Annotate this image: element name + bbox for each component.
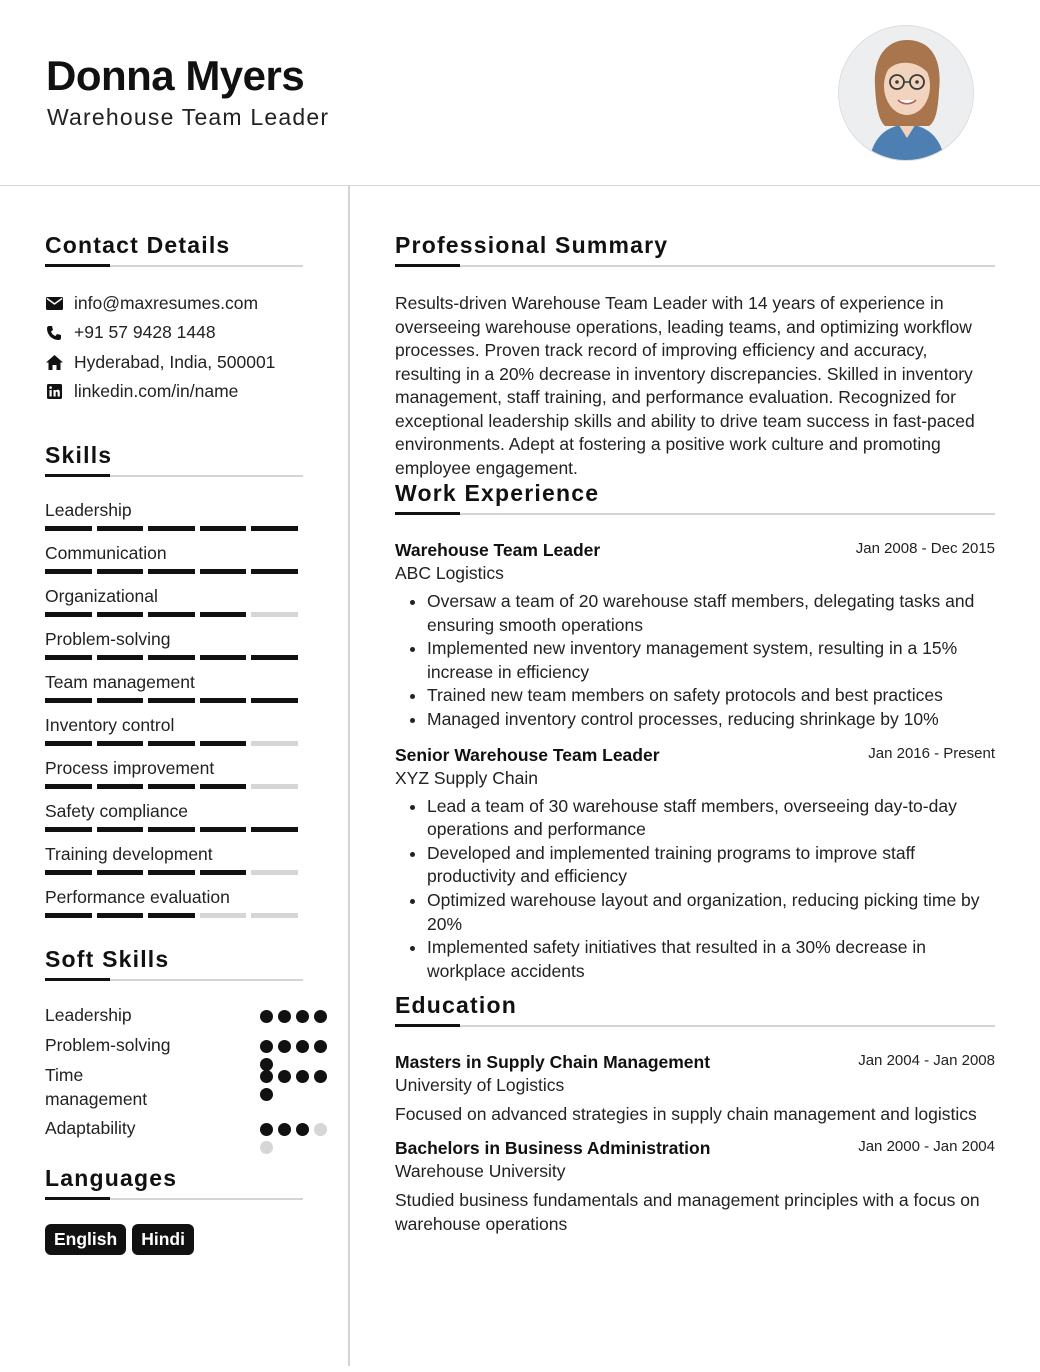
skill-row [45, 883, 303, 926]
school-name: University of Logistics [395, 1075, 565, 1095]
section-rule [45, 1198, 303, 1200]
skill-row [45, 539, 303, 582]
skill-level-segment [97, 569, 144, 574]
skill-level-segment [148, 913, 195, 918]
skill-level-segment [148, 827, 195, 832]
skill-level-segment [251, 870, 298, 875]
soft-skill-label: Adaptability [45, 1118, 136, 1138]
skill-row [45, 797, 303, 840]
summary-heading: Professional Summary [395, 232, 669, 258]
skill-label: Safety compliance [45, 801, 188, 821]
skill-level-segment [251, 784, 298, 789]
soft-skill-row [45, 1033, 303, 1063]
education-description: Studied business fundamentals and management principles with a focus on warehouse operations [395, 1190, 980, 1234]
skill-level-segment [251, 655, 298, 660]
contact-email[interactable] [45, 289, 303, 318]
skill-label: Problem-solving [45, 629, 171, 649]
education-description: Focused on advanced strategies in supply chain management and logistics [395, 1104, 977, 1124]
home-icon [45, 353, 63, 371]
profile-photo-illustration [839, 26, 974, 161]
rating-dot [278, 1010, 291, 1023]
skill-level-segment [148, 741, 195, 746]
skill-level-segment [45, 784, 92, 789]
contact-location [45, 348, 303, 377]
education-entry [395, 1052, 995, 1126]
skill-level-segment [97, 698, 144, 703]
linkedin-icon [45, 383, 63, 401]
rating-dot [314, 1040, 327, 1053]
soft-skills-section [45, 946, 303, 1163]
rating-dot [296, 1010, 309, 1023]
skill-level-segment [251, 526, 298, 531]
skill-level-segment [200, 655, 247, 660]
skill-level-segment [97, 870, 144, 875]
skill-level-bar [45, 655, 298, 660]
rating-dot [260, 1141, 273, 1154]
skill-level-segment [45, 698, 92, 703]
skill-level-segment [45, 741, 92, 746]
languages-section [45, 1165, 303, 1255]
skill-level-segment [200, 784, 247, 789]
language-badge-english: English [45, 1224, 126, 1255]
skill-level-segment [200, 526, 247, 531]
job-dates: Jan 2008 - Dec 2015 [855, 540, 995, 557]
skill-level-segment [251, 698, 298, 703]
soft-skill-label: Time management [45, 1065, 148, 1109]
skill-level-segment [148, 612, 195, 617]
skill-level-bar [45, 827, 298, 832]
skill-label: Leadership [45, 500, 132, 520]
skill-level-segment [148, 698, 195, 703]
skill-level-segment [200, 741, 247, 746]
rating-dot [314, 1070, 327, 1083]
section-rule [395, 513, 995, 515]
job-company: ABC Logistics [395, 563, 504, 583]
job-company: XYZ Supply Chain [395, 767, 538, 788]
skill-level-bar [45, 698, 298, 703]
skill-level-segment [200, 913, 247, 918]
skill-level-segment [97, 741, 144, 746]
soft-skill-rating [260, 1010, 335, 1023]
skill-row [45, 711, 303, 754]
rating-dot [260, 1123, 273, 1136]
job-bullet: • Trained new team members on safety protocols and best practices [427, 684, 995, 708]
skill-level-segment [45, 870, 92, 875]
job-bullets [395, 590, 995, 732]
job-entry [395, 540, 995, 732]
education-dates: Jan 2004 - Jan 2008 [858, 1052, 995, 1069]
skill-level-segment [45, 827, 92, 832]
rating-dot [260, 1010, 273, 1023]
experience-section [395, 480, 995, 983]
skill-level-segment [45, 526, 92, 531]
envelope-icon [45, 295, 63, 313]
skills-list [45, 496, 303, 926]
languages-heading: Languages [45, 1165, 178, 1191]
skill-level-bar [45, 870, 298, 875]
skill-level-segment [97, 612, 144, 617]
experience-heading: Work Experience [395, 480, 600, 506]
language-list [45, 1224, 303, 1255]
soft-skill-rating [260, 1123, 335, 1154]
resume-header [0, 0, 1040, 186]
job-bullet: • Developed and implemented training programs to improve staff productivity and efficiency [427, 842, 995, 889]
skill-level-bar [45, 741, 298, 746]
job-bullet: • Implemented new inventory management system, resulting in a 15% increase in efficiency [427, 637, 995, 684]
column-divider [348, 186, 350, 1366]
soft-skills-list [45, 1003, 303, 1163]
skill-level-segment [200, 569, 247, 574]
skill-level-segment [45, 612, 92, 617]
skill-label: Inventory control [45, 715, 175, 735]
contact-linkedin-text: linkedin.com/in/name [74, 381, 239, 402]
summary-section [395, 232, 995, 480]
contact-phone-text: +91 57 9428 1448 [74, 322, 216, 343]
soft-skill-row [45, 1063, 303, 1109]
skill-level-segment [45, 569, 92, 574]
skills-heading: Skills [45, 442, 113, 468]
skill-level-segment [97, 526, 144, 531]
education-entry [395, 1138, 995, 1236]
skill-level-bar [45, 913, 298, 918]
skill-label: Organizational [45, 586, 158, 606]
skill-level-segment [251, 741, 298, 746]
profile-photo [838, 25, 974, 161]
skill-level-segment [97, 655, 144, 660]
rating-dot [260, 1040, 273, 1053]
skill-label: Process improvement [45, 758, 215, 778]
skill-level-bar [45, 526, 298, 531]
skill-level-segment [97, 913, 144, 918]
rating-dot [296, 1040, 309, 1053]
job-role: Warehouse Team Leader [395, 540, 601, 560]
job-dates: Jan 2016 - Present [868, 744, 995, 762]
contact-location-text: Hyderabad, India, 500001 [74, 351, 276, 372]
soft-skill-rating [260, 1070, 335, 1101]
skill-level-segment [251, 612, 298, 617]
contact-email-text: info@maxresumes.com [74, 293, 259, 314]
contact-heading: Contact Details [45, 232, 231, 258]
section-rule [45, 475, 303, 477]
language-badge-hindi: Hindi [132, 1224, 194, 1255]
skill-level-segment [45, 655, 92, 660]
skill-level-segment [251, 569, 298, 574]
contact-list [45, 289, 303, 406]
job-bullets [395, 795, 995, 984]
section-rule [45, 979, 303, 981]
skill-level-segment [97, 827, 144, 832]
job-bullet: • Oversaw a team of 20 warehouse staff members, delegating tasks and ensuring smooth operations [427, 590, 995, 637]
contact-phone[interactable] [45, 318, 303, 347]
rating-dot [296, 1123, 309, 1136]
rating-dot [278, 1070, 291, 1083]
skill-row [45, 625, 303, 668]
soft-skill-row [45, 1116, 303, 1146]
job-bullet: • Managed inventory control processes, reducing shrinkage by 10% [427, 708, 995, 732]
skill-level-bar [45, 612, 298, 617]
section-rule [395, 265, 995, 267]
soft-skill-label: Leadership [45, 1005, 132, 1025]
rating-dot [260, 1070, 273, 1083]
skill-row [45, 582, 303, 625]
rating-dot [314, 1123, 327, 1136]
job-bullet: • Implemented safety initiatives that resulted in a 30% decrease in workplace accidents [427, 936, 995, 983]
contact-section [45, 232, 303, 406]
rating-dot [296, 1070, 309, 1083]
skill-level-segment [200, 827, 247, 832]
skill-row [45, 840, 303, 883]
skill-level-bar [45, 569, 298, 574]
skill-row [45, 754, 303, 797]
job-entry [395, 745, 995, 984]
skill-level-segment [148, 784, 195, 789]
skill-label: Performance evaluation [45, 887, 230, 907]
skill-level-segment [148, 870, 195, 875]
education-section [395, 992, 995, 1236]
skill-level-segment [200, 698, 247, 703]
skill-label: Training development [45, 844, 213, 864]
skills-section [45, 442, 303, 926]
education-dates: Jan 2000 - Jan 2004 [858, 1138, 995, 1155]
soft-skill-label: Problem-solving [45, 1035, 171, 1055]
education-heading: Education [395, 992, 517, 1018]
candidate-title: Warehouse Team Leader [47, 104, 330, 130]
phone-icon [45, 324, 63, 342]
skill-level-segment [200, 870, 247, 875]
skill-level-segment [200, 612, 247, 617]
rating-dot [278, 1040, 291, 1053]
skill-level-segment [251, 913, 298, 918]
skill-level-segment [148, 569, 195, 574]
contact-linkedin[interactable] [45, 377, 303, 406]
rating-dot [314, 1010, 327, 1023]
skill-label: Team management [45, 672, 195, 692]
skill-level-segment [45, 913, 92, 918]
soft-skills-heading: Soft Skills [45, 946, 170, 972]
rating-dot [278, 1123, 291, 1136]
degree-title: Masters in Supply Chain Management [395, 1052, 711, 1072]
skill-row [45, 496, 303, 539]
section-rule [395, 1025, 995, 1027]
summary-text: Results-driven Warehouse Team Leader with 14 years of experience in overseeing warehouse operations, leading teams, and optimizing workflow processes. Proven track record of improving efficiency and accuracy, resulting in a 20% decrease in inventory discrepancies. Skilled in inventory management, staff training, and performance evaluation. Recognized for exceptional leadership skills and ability to drive team success in fast-paced environments. Adept at fostering a positive work culture and promoting employee engagement. [395, 293, 975, 478]
rating-dot [260, 1088, 273, 1101]
soft-skill-row [45, 1003, 303, 1033]
school-name: Warehouse University [395, 1161, 566, 1181]
skill-level-segment [251, 827, 298, 832]
job-bullet: • Optimized warehouse layout and organization, reducing picking time by 20% [427, 889, 995, 936]
skill-row [45, 668, 303, 711]
job-bullet: • Lead a team of 30 warehouse staff members, overseeing day-to-day operations and performance [427, 795, 995, 842]
skill-level-segment [97, 784, 144, 789]
skill-label: Communication [45, 543, 167, 563]
job-role: Senior Warehouse Team Leader [395, 744, 660, 765]
degree-title: Bachelors in Business Administration [395, 1138, 711, 1158]
skill-level-bar [45, 784, 298, 789]
candidate-name: Donna Myers [46, 52, 305, 99]
skill-level-segment [148, 655, 195, 660]
section-rule [45, 265, 303, 267]
skill-level-segment [148, 526, 195, 531]
